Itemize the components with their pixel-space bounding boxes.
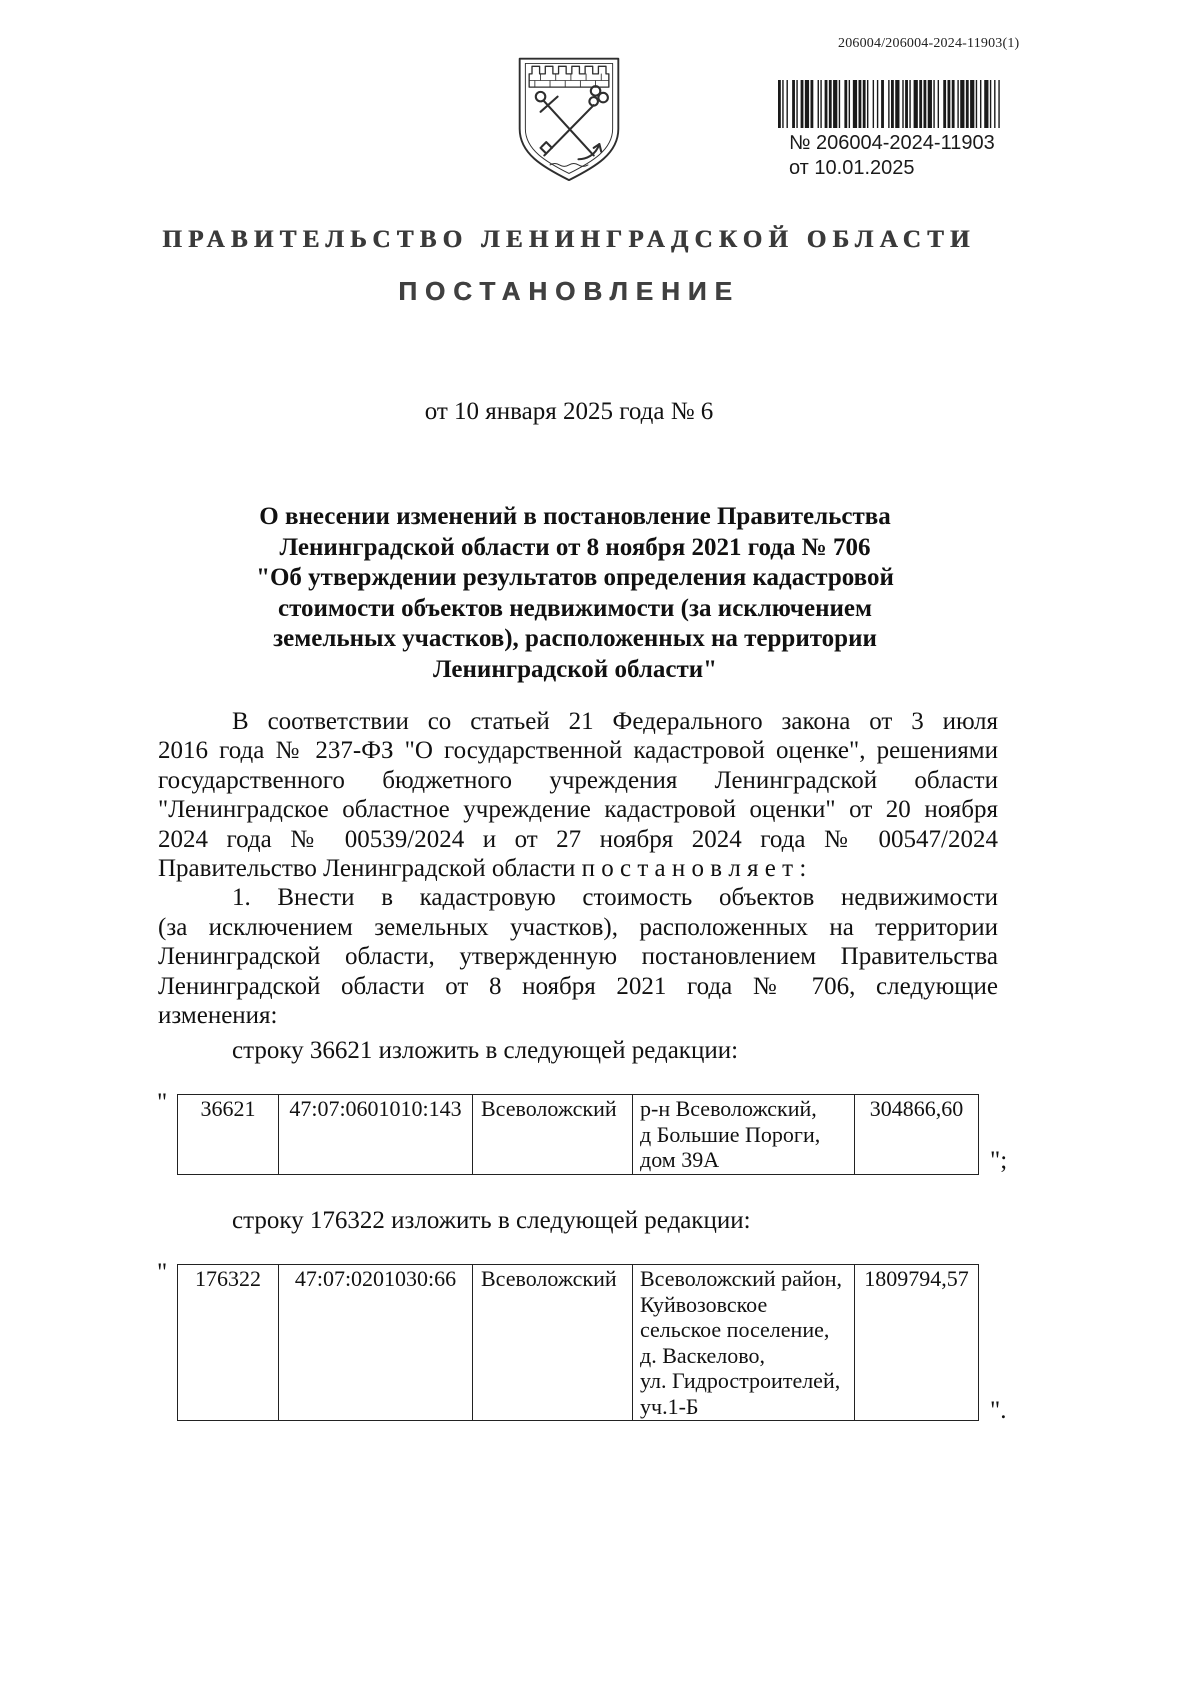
title-line: О внесении изменений в постановление Правительства bbox=[259, 503, 891, 530]
barcode-bar bbox=[859, 80, 862, 128]
barcode-bar bbox=[844, 80, 847, 128]
barcode-bar bbox=[970, 80, 974, 128]
barcode-bar bbox=[990, 80, 991, 128]
address-line: р-н Всеволожский, bbox=[640, 1096, 817, 1121]
barcode-bar bbox=[943, 80, 946, 128]
title-line: Ленинградской области" bbox=[432, 655, 718, 683]
barcode-bar bbox=[933, 80, 934, 128]
barcode-bar bbox=[792, 80, 795, 128]
preamble-line: В соответствии со статьей 21 Федерального закона от 3 июля bbox=[232, 708, 998, 735]
document-title bbox=[158, 502, 992, 686]
amendment-instruction: строку 36621 изложить в следующей редакции: bbox=[232, 1037, 739, 1064]
document-date-number: от 10 января 2025 года № 6 bbox=[424, 398, 714, 425]
cadastral-number-cell: 47:07:0201030:66 bbox=[279, 1265, 473, 1421]
row-number-cell: 36621 bbox=[178, 1095, 279, 1175]
barcode-bar bbox=[984, 80, 988, 128]
barcode-bar bbox=[948, 80, 951, 128]
item-1-line: Ленинградской области от 8 ноября 2021 года № 706, следующие bbox=[158, 972, 998, 1000]
address-line: ул. Гидростроителей, bbox=[640, 1368, 841, 1393]
barcode-bar bbox=[825, 80, 828, 128]
barcode-bar bbox=[980, 80, 981, 128]
preamble-line: 2024 года № 00539/2024 и от 27 ноября 2024 года № 00547/2024 bbox=[158, 825, 998, 853]
address-line: дом 39А bbox=[640, 1147, 720, 1172]
barcode-bar bbox=[895, 80, 899, 128]
cadastral-value-cell: 304866,60 bbox=[855, 1095, 979, 1175]
cadastral-value-cell: 1809794,57 bbox=[855, 1265, 979, 1421]
item-1-line: Ленинградской области, утвержденную постановлением Правительства bbox=[158, 943, 998, 971]
barcode-bar bbox=[873, 80, 874, 128]
address-cell bbox=[633, 1265, 855, 1421]
barcode-bar bbox=[976, 80, 977, 128]
barcode-bar bbox=[909, 80, 910, 128]
barcode-bar bbox=[905, 80, 908, 128]
coat-of-arms-icon bbox=[512, 53, 626, 182]
cadastral-number-cell: 47:07:0601010:143 bbox=[279, 1095, 473, 1175]
barcode-bar bbox=[820, 80, 821, 128]
title-line: земельных участков), расположенных на территории bbox=[273, 625, 877, 653]
barcode-bar bbox=[888, 80, 889, 128]
table-row bbox=[178, 1095, 979, 1175]
barcode-bar bbox=[782, 80, 783, 128]
preamble-line: "Ленинградское областное учреждение кадастровой оценки" от 20 ноября bbox=[158, 796, 998, 824]
district-cell: Всеволожский bbox=[473, 1265, 633, 1421]
preamble-line: 2016 года № 237-ФЗ "О государственной кадастровой оценке", решениями bbox=[158, 737, 998, 765]
barcode-bar bbox=[853, 80, 857, 128]
amendment-instruction: строку 176322 изложить в следующей редакции: bbox=[232, 1207, 751, 1234]
barcode-bar bbox=[938, 80, 939, 128]
barcode-bar bbox=[902, 80, 903, 128]
barcode-bar bbox=[786, 80, 787, 128]
barcode-bar bbox=[796, 80, 797, 128]
item-1-line: изменения: bbox=[158, 1001, 278, 1029]
preamble-line: Правительство Ленинградской области п о с т а н о в л я е т : bbox=[158, 854, 807, 882]
registration-date: от 10.01.2025 bbox=[789, 157, 915, 179]
issuing-authority: ПРАВИТЕЛЬСТВО ЛЕНИНГРАДСКОЙ ОБЛАСТИ bbox=[162, 226, 976, 253]
barcode-bar bbox=[839, 80, 840, 128]
opening-quote: " bbox=[157, 1089, 168, 1116]
preamble-line: государственного бюджетного учреждения Ленинградской области bbox=[158, 766, 998, 794]
barcode-bar bbox=[867, 80, 868, 128]
barcode-bar bbox=[952, 80, 955, 128]
emblem-wall bbox=[529, 66, 609, 87]
barcode-bar bbox=[849, 80, 850, 128]
barcode-bar bbox=[778, 80, 781, 128]
address-line: уч.1-Б bbox=[640, 1393, 699, 1419]
emblem-anchor bbox=[536, 92, 601, 159]
closing-quote: "; bbox=[990, 1147, 1008, 1174]
barcode-bar bbox=[829, 80, 832, 128]
emblem-wall-bricks bbox=[529, 74, 609, 87]
registration-reference: 206004/206004-2024-11903(1) bbox=[838, 36, 1020, 51]
replacement-row-table bbox=[177, 1094, 979, 1175]
district-cell: Всеволожский bbox=[473, 1095, 633, 1175]
barcode-bar bbox=[994, 80, 995, 128]
barcode-bar bbox=[919, 80, 922, 128]
barcode-bar bbox=[863, 80, 866, 128]
document-body bbox=[158, 707, 998, 1030]
barcode-bar bbox=[966, 80, 969, 128]
barcode-bar bbox=[805, 80, 809, 128]
address-cell bbox=[633, 1095, 855, 1175]
title-line: "Об утверждении результатов определения кадастровой bbox=[256, 564, 894, 592]
barcode-bar bbox=[818, 80, 819, 128]
barcode-bar bbox=[928, 80, 932, 128]
preamble-paragraph bbox=[158, 707, 998, 883]
address-line: д. Васкелово, bbox=[640, 1342, 766, 1368]
barcode-bar bbox=[891, 80, 894, 128]
barcode-bar bbox=[833, 80, 837, 128]
address-line: Всеволожский район, bbox=[640, 1266, 842, 1291]
barcode-bar bbox=[877, 80, 878, 128]
closing-quote: ". bbox=[990, 1397, 1007, 1424]
barcode-bar bbox=[998, 80, 999, 128]
replacement-row-table bbox=[177, 1264, 979, 1421]
address-line: Куйвозовское bbox=[640, 1291, 768, 1317]
item-1-paragraph bbox=[158, 883, 998, 1030]
barcode-bar bbox=[960, 80, 964, 128]
barcode-icon bbox=[776, 80, 1006, 128]
opening-quote: " bbox=[157, 1259, 168, 1286]
title-line: стоимости объектов недвижимости (за исключением bbox=[277, 594, 873, 622]
registration-number: № 206004-2024-11903 bbox=[789, 132, 995, 154]
item-1-line: (за исключением земельных участков), расположенных на территории bbox=[158, 913, 998, 941]
barcode-bar bbox=[881, 80, 884, 128]
barcode-bar bbox=[914, 80, 918, 128]
barcode-bar bbox=[923, 80, 926, 128]
emblem-shield-outer bbox=[520, 59, 619, 180]
barcode-bar bbox=[801, 80, 804, 128]
address-line: д Большие Пороги, bbox=[640, 1121, 821, 1147]
table-row bbox=[178, 1265, 979, 1421]
row-number-cell: 176322 bbox=[178, 1265, 279, 1421]
barcode-bar bbox=[810, 80, 813, 128]
title-line: Ленинградской области от 8 ноября 2021 года № 706 bbox=[279, 533, 871, 561]
document-type: ПОСТАНОВЛЕНИЕ bbox=[398, 276, 740, 306]
emblem-shield-inner bbox=[525, 63, 612, 173]
barcode-bar bbox=[957, 80, 958, 128]
item-1-line: 1. Внести в кадастровую стоимость объектов недвижимости bbox=[232, 884, 998, 912]
address-line: сельское поселение, bbox=[640, 1317, 830, 1342]
